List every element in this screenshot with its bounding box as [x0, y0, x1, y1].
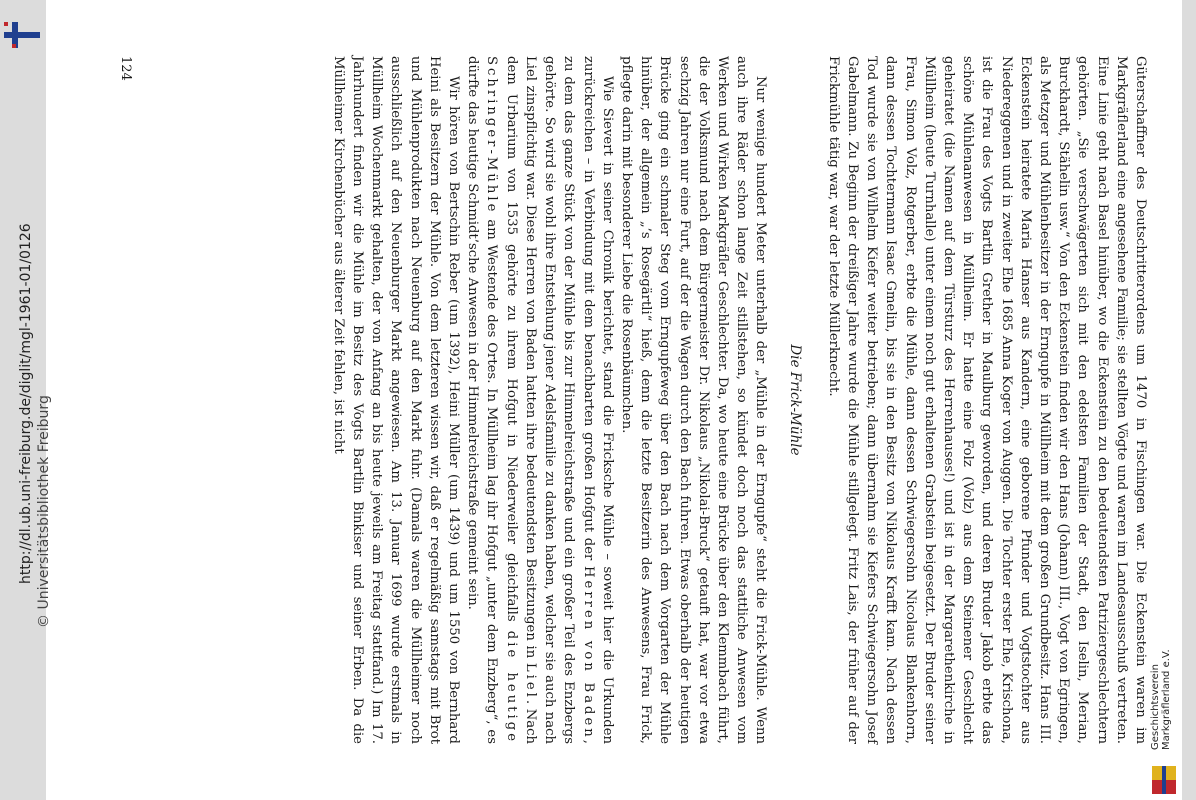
spaced-text-liel: Liel	[522, 662, 538, 700]
paragraph-besitzer: Wir hören von Bertschin Reber (um 1392), Heini Müller (um 1439) und um 1550 von Bernhard Heini als Besitzern der Mühle. Von dem letzteren wissen wir, daß er regelmäßig samstags mit Brot und Mühlenprodukten nach Neuenburg auf den Markt fuhr. (Damals waren die Müllheimer noch ausschließlich auf den Neuenburger Markt angewiesen. Am 13. Januar 1699 wurde erstmals in Müllheim Wochenmarkt gehalten, der von Anfang an bis heute jeweils am Freitag stattfand.) Im 17. Jahrhundert finden wir die Mühle im Besitz des Vogts Bartlin Binkiser und seiner Erben. Da die Müllheimer Kirchenbücher aus älterer Zeit fehlen, ist nicht	[330, 56, 462, 744]
society-name-line2: Markgräflerland e.V.	[1161, 649, 1172, 750]
paragraph-eckenstein: Güterschaffner des Deutschritterordens um 1470 in Fischingen war. Die Eckenstein waren im Markgräflerland eine angesehene Familie; sie stellten Vögte und waren im Landesausschuß vertreten. Eine Linie geht nach Basel hinüber, wo die Eckenstein zu den bedeutendsten Patriziergeschlechtern gehörten. „Sie verschwägerten sich mit den edelsten Familien der Stadt, den Iselin, Merian, Burckhardt, Stähelin usw.“ Von den Eckenstein finden wir den Hans (Johann) III., Vogt von Egringen, als Metzger und Mühlenbesitzer in der Erngupfe in Müllheim mit dem großen Grundbesitz. Hans III. Eckenstein heiratete Maria Hanser aus Kandern, eine geborene Pfunder und Vogtstochter aus Niedereggenen und in zweiter Ehe 1685 Anna Koger von Auggen. Die Tochter erster Ehe, Krischona, ist die Frau des Vogts Bartlin Grether in Maulburg geworden, und deren Bruder Jakob erbte das schöne Mühlenanwesen in Müllheim. Er hatte eine Folz (Volz) aus dem Steinener Geschlecht geheiratet (die Namen auf dem Türsturz des Herrenhauses!) und ist in der Margarethenkirche in Müllheim (heute Turnhalle) unter einem noch gut erhaltenen Grabstein beigesetzt. Der Bruder seiner Frau, Simon Volz, Rotgerber, erbte die Mühle, dann dessen Schwiegersohn Nicolaus Blankenhorn, dann dessen Tochtermann Isaac Gmelin, bis sie in den Besitz von Nikolaus Krafft kam. Nach dessen Tod wurde sie von Wilhelm Kiefer weiter betrieben; dann übernahm sie Kiefers Schwiegersohn Josef Gabelmann. Zu Beginn der dreißiger Jahre wurde die Mühle stillgelegt. Fritz Lais, der früher auf der Frickmühle tätig war, war der letzte Müllerknecht.	[825, 56, 1148, 744]
right-sidebar-strip	[1182, 0, 1196, 800]
society-name	[1150, 649, 1172, 750]
copyright-note: © Universitätsbibliothek Freiburg	[36, 395, 52, 628]
spaced-text-herren-von-baden: Herren von Baden	[580, 566, 596, 740]
page-number: 124	[118, 56, 134, 81]
ub-freiburg-logo-icon	[4, 22, 40, 50]
coat-of-arms-icon	[1150, 760, 1180, 798]
document-page	[48, 0, 1178, 800]
text-run: am Westende des Ortes. In Müllheim lag ihr Hofgut „unter dem Enzberg“, es dürfte das heutige Schmidt’sche Anwesen in der Himmelreichstraße gemeint sein.	[465, 56, 500, 744]
text-run: Wie Sievert in seiner Chronik berichtet, stand die Fricksche Mühle – soweit hier die Urkunden zurückreichen – in Verbindung mit dem benachbarten großen Hofgut der	[580, 56, 615, 744]
spaced-text-schringer-muehle: die heutige Schringer-Mühle	[484, 56, 519, 744]
society-name-line1: Geschichtsverein	[1150, 664, 1161, 750]
digital-library-url[interactable]: http://dl.ub.uni-freiburg.de/diglit/mgl-1961-01/0126	[18, 223, 34, 584]
paragraph-frick-muehle-intro: Nur wenige hundert Meter unterhalb der „Mühle in der Erngupfe“ steht die Frick-Mühle. Wenn auch ihre Räder schon lange Zeit stillstehen, so kündet doch noch das stattliche Anwesen vom Werken und Wirken Markgräfler Geschlechter. Da, wo heute eine Brücke über den Klemmbach führt, die der Volksmund nach dem Bürgermeister Dr. Nikolaus „Nikolai-Bruck“ getauft hat, war vor etwa sechzig Jahren nur eine Furt, auf der die Wagen durch den Bach fuhren. Etwas oberhalb der heutigen Brücke ging ein schmaler Steg vom Erngupfeweg über den Bach nach dem Vorgarten der Mühle hinüber, der allgemein „’s Rosegärtli“ hieß, denn die letzte Besitzerin des Anwesens, Frau Frick, pflegte darin mit besonderer Liebe die Rosenbäumchen.	[618, 56, 769, 744]
section-title: Die Frick-Mühle	[786, 344, 803, 456]
text-run: . Nach dem Urbarium von 1535 gehörte zu ihrem Hofgut in Niederweiler gleichfalls	[503, 56, 538, 744]
paragraph-sievert-chronik	[463, 56, 617, 744]
text-run: , zu dem das ganze Stück von der Mühle bis zur Himmelreichstraße und ein großer Teil des Enzbergs gehörte. So wird sie wohl ihre Entstehung jener Adelsfamilie zu danken haben, welcher sie auch nach Liel zinspflichtig war. Diese Herren von Baden hatten ihre bedeutendsten Besitzungen in	[522, 56, 596, 744]
